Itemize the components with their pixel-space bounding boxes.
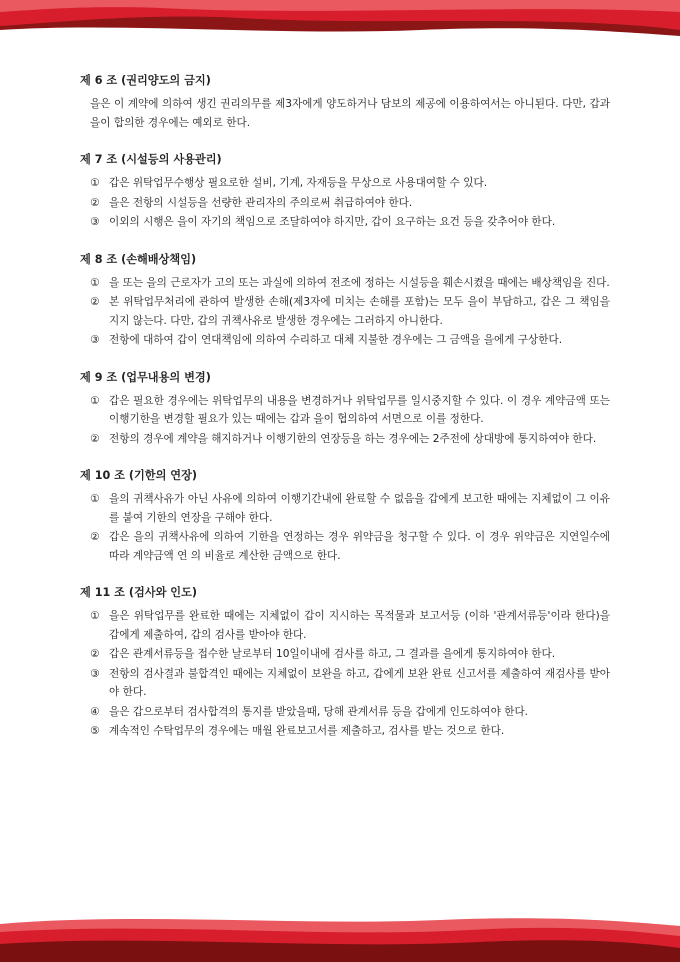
clause-text: 계속적인 수탁업무의 경우에는 매월 완료보고서를 제출하고, 검사를 받는 것으로 한다. (109, 725, 505, 737)
clause-number: ① (90, 493, 100, 505)
article-title: 제 6 조 (권리양도의 금지) (80, 74, 211, 87)
clause-number: ① (90, 394, 100, 407)
article-title: 제 10 조 (기한의 연장) (80, 469, 198, 482)
clause-text: 갑은 관계서류등을 접수한 날로부터 10일이내에 검사를 하고, 그 결과를 을에게 통지하여야 한다. (109, 648, 556, 660)
article-title: 제 8 조 (손해배상책임) (80, 252, 197, 266)
clause-number: ① (90, 177, 100, 189)
clause-item (80, 430, 610, 449)
clause-item (80, 490, 610, 527)
clause-text: 본 위탁업무처리에 관하여 발생한 손해(제3자에 미치는 손해를 포함)는 모두 을이 부담하고, 갑은 그 책임을 지지 않는다. 다만, 갑의 귀책사유로 발생한 경우에는 그러하지 아니한다. (109, 296, 610, 327)
clause-item (80, 528, 610, 565)
clause-number: ② (90, 196, 100, 209)
bottom-decorative-band (0, 902, 680, 962)
clause-number: ③ (90, 216, 100, 228)
clause-text: 갑은 을의 귀책사유에 의하여 기한을 연정하는 경우 위약금을 청구할 수 있다. 이 경우 위약금은 지연일수에 따라 계약금액 연 의 비율로 계산한 금액으로 한다. (109, 531, 610, 562)
clause-text: 갑은 위탁업무수행상 필요로한 설비, 기계, 자재등을 무상으로 사용대여할 수 있다. (109, 177, 488, 189)
clause-text: 을은 전항의 시설등을 선량한 관리자의 주의로써 취급하여야 한다. (109, 196, 413, 209)
clause-item (80, 174, 610, 193)
clause-item (80, 722, 610, 741)
clause-number: ⑤ (90, 725, 100, 737)
clause-item (80, 274, 610, 293)
clause-item (80, 392, 610, 429)
clause-item (80, 607, 610, 644)
clause-text: 을의 귀책사유가 아닌 사유에 의하여 이행기간내에 완료할 수 없음을 갑에게 보고한 때에는 지체없이 그 이유를 붙여 기한의 연장을 구해야 한다. (109, 493, 610, 524)
article-section (80, 252, 610, 350)
clause-number: ② (90, 296, 100, 308)
clause-number: ③ (90, 334, 100, 346)
clause-item (80, 331, 610, 350)
contract-body (80, 73, 610, 761)
clause-text: 을은 갑으로부터 검사합격의 통지를 받았을때, 당해 관계서류 등을 갑에게 인도하여야 한다. (109, 705, 529, 718)
clause-number: ① (90, 276, 100, 289)
clause-number: ② (90, 432, 100, 445)
article-title: 제 11 조 (검사와 인도) (80, 586, 198, 599)
clause-number: ② (90, 531, 100, 543)
clause-number: ② (90, 648, 100, 660)
clause-item (80, 645, 610, 664)
clause-item (80, 703, 610, 722)
clause-text: 이외의 시행은 을이 자기의 책임으로 조달하여야 하지만, 갑이 요구하는 요건 등을 갖추어야 한다. (109, 216, 556, 228)
clause-text: 전항의 검사결과 불합격인 때에는 지체없이 보완을 하고, 갑에게 보완 완료 신고서를 제출하여 재검사를 받아야 한다. (109, 667, 610, 698)
clause-number: ① (90, 610, 100, 622)
clause-number: ④ (90, 705, 100, 718)
article-section (80, 73, 610, 132)
clause-text: 을 또는 을의 근로자가 고의 또는 과실에 의하여 전조에 정하는 시설등을 훼손시켰을 때에는 배상책임을 진다. (109, 276, 610, 289)
article-title: 제 7 조 (시설등의 사용관리) (80, 153, 222, 166)
top-decorative-band (0, 0, 680, 40)
article-section (80, 468, 610, 565)
clause-item (80, 293, 610, 330)
clause-number: ③ (90, 667, 100, 680)
clause-item (80, 665, 610, 702)
clause-text: 전항의 경우에 계약을 해지하거나 이행기한의 연장등을 하는 경우에는 2주전에 상대방에 통지하여야 한다. (109, 432, 597, 445)
article-title: 제 9 조 (업무내용의 변경) (80, 370, 211, 384)
clause-item (80, 194, 610, 213)
clause-text: 을은 위탁업무를 완료한 때에는 지체없이 갑이 지시하는 목적물과 보고서등 (이하 '관계서류등'이라 한다)을 갑에게 제출하여, 갑의 검사를 받아야 한다. (109, 610, 610, 641)
article-section (80, 585, 610, 741)
clause-item (80, 213, 610, 232)
article-section (80, 370, 610, 449)
article-section (80, 152, 610, 232)
clause-text: 갑은 필요한 경우에는 위탁업무의 내용을 변경하거나 위탁업무를 일시중지할 수 있다. 이 경우 계약금액 또는 이행기한을 변경할 필요가 있는 때에는 갑과 을이 협의하여 서면으로 이를 정한다. (109, 394, 610, 425)
article-paragraph: 을은 이 계약에 의하여 생긴 권리의무를 제3자에게 양도하거나 담보의 제공에 이용하여서는 아니된다. 다만, 갑과 을이 합의한 경우에는 예외로 한다. (90, 98, 610, 129)
clause-text: 전항에 대하여 갑이 연대책임에 의하여 수리하고 대체 지불한 경우에는 그 금액을 을에게 구상한다. (109, 334, 563, 346)
